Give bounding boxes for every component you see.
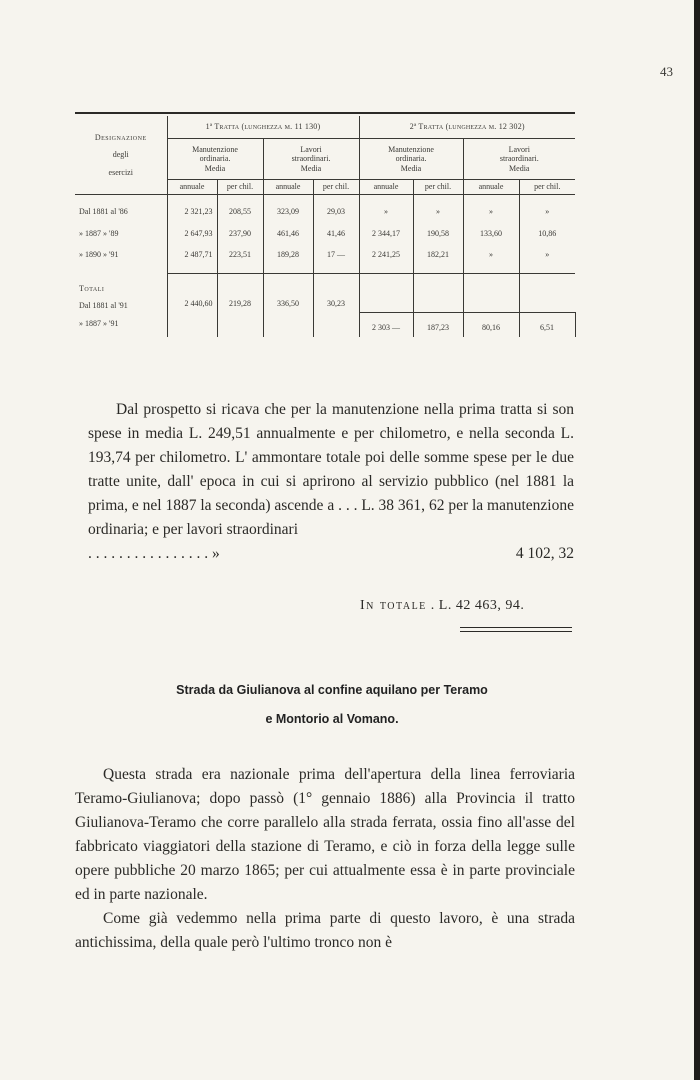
tratta1-header: 1ª Tratta (lunghezza m. 11 130) (167, 116, 359, 138)
manutenzione-header-2: Manutenzione ordinaria. Media (359, 138, 463, 180)
totali-label: Totali (79, 283, 105, 293)
table-row: » 1890 » '91 2 487,71 223,51 189,28 17 — 2 241,25 182,21 » » (75, 240, 575, 262)
page-edge (694, 0, 700, 1080)
col-per-chil: per chil. (413, 180, 463, 195)
total-label: In totale (360, 598, 427, 613)
table-top-rule (75, 112, 575, 114)
col-per-chil: per chil. (519, 180, 575, 195)
col-annuale: annuale (359, 180, 413, 195)
double-rule-top (460, 627, 572, 628)
total-line (360, 598, 524, 614)
paragraph-summary: Dal prospetto si ricava che per la manutenzione nella prima tratta si son spese in media L. 249,51 annualmente e per chilometro, e nella seconda L. 193,74 per chilometro. L' ammontare totale poi delle somme spese per le due tratte unite, dall' epoca in cui si aprirono al servizio pubblico (nel 1881 la prima, e nel 1887 la seconda) ascende a . . . L. 38 361, 62 per la manutenzione ordinaria; e per lavori straordinari . . . . . . . . . . . . . . . . » 4 102, 32 (88, 398, 574, 566)
section-heading: Strada da Giulianova al confine aquilano per Teramo e Montorio al Vomano. (176, 683, 488, 726)
table-row: Dal 1881 al '86 2 321,23 208,55 323,09 29,03 » » » » (75, 205, 575, 219)
total-value: . L. 42 463, 94. (430, 598, 525, 613)
paragraph-body (75, 763, 575, 955)
statistics-table (75, 112, 575, 337)
table-row: » 1887 » '89 2 647,93 237,90 461,46 41,46 2 344,17 190,58 133,60 10,86 (75, 219, 575, 241)
page-number: 43 (660, 64, 673, 79)
tratta2-header: 2ª Tratta (lunghezza m. 12 302) (359, 116, 575, 138)
double-rule-bottom (460, 631, 572, 632)
dot-leader: . . . . . . . . . . . . . . . . » (88, 545, 220, 562)
paragraph: Questa strada era nazionale prima dell'apertura della linea ferroviaria Teramo-Giulianova; dopo passò (1° gennaio 1886) alla Provincia il tratto Giulianova-Teramo che corre parallelo alla strada ferrata, ossia fino all'asse del fabbricato viaggiatori della stazione di Teramo, e ciò in forza della legge sulle opere pubbliche 20 marzo 1865; per cui attualmente essa è in parte provinciale ed in parte nazionale. (75, 766, 575, 903)
table-row: Dal 1881 al '91 2 440,60 219,28 336,50 30,23 (75, 295, 575, 313)
col-per-chil: per chil. (313, 180, 359, 195)
amount-straordinari: 4 102, 32 (515, 545, 574, 562)
table-row: » 1887 » '91 2 303 — 187,23 80,16 6,51 (75, 313, 575, 337)
lavori-header-1: Lavori straordinari. Media (263, 138, 359, 180)
col-annuale: annuale (167, 180, 217, 195)
manutenzione-header-1: Manutenzione ordinaria. Media (167, 138, 263, 180)
col-per-chil: per chil. (217, 180, 263, 195)
col-annuale: annuale (263, 180, 313, 195)
designazione-header: Designazione degli esercizi (75, 116, 167, 194)
lavori-header-2: Lavori straordinari. Media (463, 138, 575, 180)
paragraph: Come già vedemmo nella prima parte di questo lavoro, è una strada antichissima, della quale però l'ultimo tronco non è (75, 910, 575, 951)
col-annuale: annuale (463, 180, 519, 195)
